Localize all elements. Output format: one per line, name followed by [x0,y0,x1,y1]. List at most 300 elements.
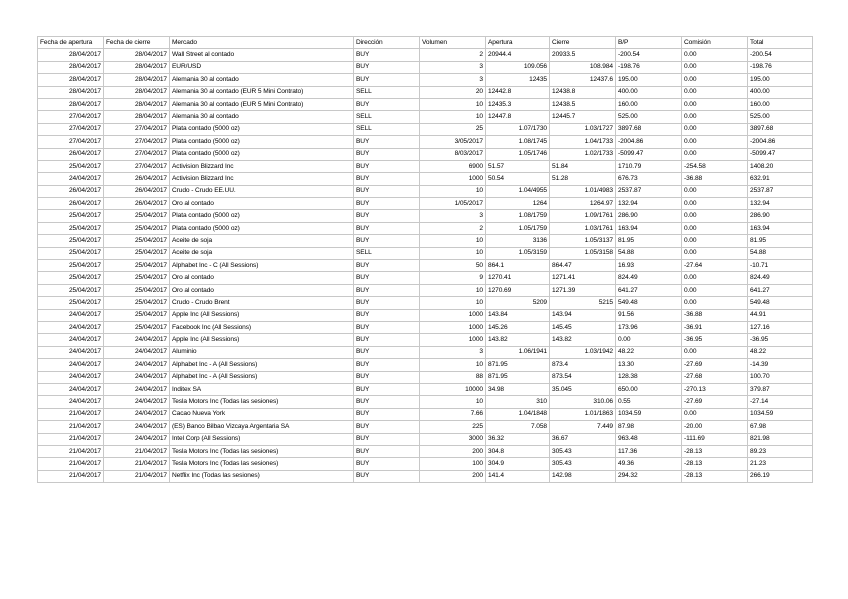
commission-cell: 0.00 [682,272,748,284]
volume-cell: 1000 [420,173,486,185]
table-row [38,359,813,371]
open-date-cell: 25/04/2017 [38,222,104,234]
table-row [38,445,813,457]
direction-cell: BUY [354,284,420,296]
total-cell: 525.00 [748,111,813,123]
direction-cell: BUY [354,272,420,284]
table-row [38,346,813,358]
open-date-cell: 24/04/2017 [38,309,104,321]
direction-cell: BUY [354,470,420,482]
close-price-cell: 12445.7 [550,111,616,123]
table-row [38,222,813,234]
close-price-cell: 51.28 [550,173,616,185]
close-date-cell: 24/04/2017 [104,383,170,395]
close-price-cell: 20933.5 [550,49,616,61]
commission-cell: 0.00 [682,346,748,358]
open-price-cell: 1264 [486,198,550,210]
total-cell: -5099.47 [748,148,813,160]
volume-cell: 10 [420,359,486,371]
direction-cell: BUY [354,260,420,272]
commission-cell: -254.58 [682,160,748,172]
volume-cell: 1000 [420,321,486,333]
market-cell: Aluminio [170,346,354,358]
commission-cell: 0.00 [682,74,748,86]
commission-cell: 0.00 [682,210,748,222]
close-date-cell: 21/04/2017 [104,458,170,470]
direction-cell: BUY [354,222,420,234]
total-cell: -14.39 [748,359,813,371]
total-cell: -10.71 [748,260,813,272]
table-body [38,49,813,483]
open-date-cell: 25/04/2017 [38,247,104,259]
market-cell: Inditex SA [170,383,354,395]
volume-cell: 10 [420,247,486,259]
market-cell: Plata contado (5000 oz) [170,136,354,148]
column-header: Volumen [420,37,486,49]
close-price-cell: 1.03/1942 [550,346,616,358]
close-price-cell: 12437.6 [550,74,616,86]
open-date-cell: 25/04/2017 [38,260,104,272]
open-date-cell: 25/04/2017 [38,235,104,247]
close-price-cell: 12438.5 [550,98,616,110]
profit-loss-cell: -200.54 [616,49,682,61]
profit-loss-cell: 16.93 [616,260,682,272]
close-price-cell: 1.01/4983 [550,185,616,197]
profit-loss-cell: 641.27 [616,284,682,296]
market-cell: Alphabet Inc - C (All Sessions) [170,260,354,272]
profit-loss-cell: 0.00 [616,334,682,346]
volume-cell: 25 [420,123,486,135]
close-date-cell: 24/04/2017 [104,396,170,408]
open-date-cell: 25/04/2017 [38,160,104,172]
open-date-cell: 28/04/2017 [38,49,104,61]
table-row [38,396,813,408]
close-date-cell: 21/04/2017 [104,470,170,482]
volume-cell: 10 [420,284,486,296]
open-date-cell: 21/04/2017 [38,421,104,433]
close-date-cell: 25/04/2017 [104,321,170,333]
profit-loss-cell: 963.48 [616,433,682,445]
close-date-cell: 28/04/2017 [104,111,170,123]
total-cell: 641.27 [748,284,813,296]
open-date-cell: 24/04/2017 [38,334,104,346]
open-date-cell: 25/04/2017 [38,297,104,309]
close-price-cell: 108.984 [550,61,616,73]
profit-loss-cell: 117.36 [616,445,682,457]
total-cell: 1034.59 [748,408,813,420]
table-row [38,61,813,73]
close-date-cell: 28/04/2017 [104,86,170,98]
table-row [38,371,813,383]
direction-cell: SELL [354,123,420,135]
profit-loss-cell: 173.96 [616,321,682,333]
open-price-cell: 12435 [486,74,550,86]
table-row [38,421,813,433]
close-date-cell: 28/04/2017 [104,74,170,86]
direction-cell: BUY [354,371,420,383]
commission-cell: 0.00 [682,123,748,135]
profit-loss-cell: 48.22 [616,346,682,358]
profit-loss-cell: 195.00 [616,74,682,86]
table-row [38,408,813,420]
commission-cell: -27.69 [682,396,748,408]
volume-cell: 6900 [420,160,486,172]
commission-cell: -36.95 [682,334,748,346]
open-date-cell: 21/04/2017 [38,445,104,457]
open-price-cell: 310 [486,396,550,408]
open-date-cell: 28/04/2017 [38,74,104,86]
open-price-cell: 1.04/4955 [486,185,550,197]
total-cell: 44.91 [748,309,813,321]
commission-cell: 0.00 [682,86,748,98]
commission-cell: 0.00 [682,136,748,148]
commission-cell: -36.91 [682,321,748,333]
total-cell: 48.22 [748,346,813,358]
market-cell: EUR/USD [170,61,354,73]
table-row [38,433,813,445]
direction-cell: BUY [354,334,420,346]
column-header: Comisión [682,37,748,49]
commission-cell: 0.00 [682,198,748,210]
commission-cell: 0.00 [682,185,748,197]
volume-cell: 10 [420,235,486,247]
market-cell: Alemania 30 al contado (EUR 5 Mini Contrato) [170,86,354,98]
profit-loss-cell: 525.00 [616,111,682,123]
commission-cell: -28.13 [682,445,748,457]
profit-loss-cell: 1710.79 [616,160,682,172]
table-row [38,272,813,284]
close-price-cell: 5215 [550,297,616,309]
profit-loss-cell: -5099.47 [616,148,682,160]
column-header: Mercado [170,37,354,49]
profit-loss-cell: 132.94 [616,198,682,210]
market-cell: Tesla Motors Inc (Todas las sesiones) [170,396,354,408]
close-price-cell: 1.09/1761 [550,210,616,222]
open-date-cell: 24/04/2017 [38,321,104,333]
profit-loss-cell: 54.88 [616,247,682,259]
open-price-cell: 12435.3 [486,98,550,110]
close-date-cell: 21/04/2017 [104,445,170,457]
table-row [38,49,813,61]
total-cell: 21.23 [748,458,813,470]
market-cell: Tesla Motors Inc (Todas las sesiones) [170,445,354,457]
total-cell: 67.98 [748,421,813,433]
volume-cell: 200 [420,445,486,457]
profit-loss-cell: 91.56 [616,309,682,321]
direction-cell: BUY [354,210,420,222]
direction-cell: BUY [354,185,420,197]
open-date-cell: 25/04/2017 [38,210,104,222]
total-cell: 632.91 [748,173,813,185]
volume-cell: 3/05/2017 [420,136,486,148]
direction-cell: BUY [354,160,420,172]
close-price-cell: 1.02/1733 [550,148,616,160]
commission-cell: -270.13 [682,383,748,395]
close-date-cell: 25/04/2017 [104,284,170,296]
volume-cell: 3 [420,346,486,358]
close-price-cell: 51.84 [550,160,616,172]
commission-cell: 0.00 [682,297,748,309]
total-cell: -27.14 [748,396,813,408]
direction-cell: BUY [354,49,420,61]
volume-cell: 3 [420,210,486,222]
close-date-cell: 25/04/2017 [104,247,170,259]
commission-cell: 0.00 [682,49,748,61]
commission-cell: -111.69 [682,433,748,445]
market-cell: Plata contado (5000 oz) [170,222,354,234]
volume-cell: 100 [420,458,486,470]
open-price-cell: 871.95 [486,371,550,383]
close-date-cell: 25/04/2017 [104,260,170,272]
close-price-cell: 1.05/3158 [550,247,616,259]
open-date-cell: 24/04/2017 [38,396,104,408]
open-price-cell: 109.056 [486,61,550,73]
direction-cell: BUY [354,309,420,321]
open-date-cell: 26/04/2017 [38,185,104,197]
open-date-cell: 27/04/2017 [38,123,104,135]
close-price-cell: 143.94 [550,309,616,321]
market-cell: (ES) Banco Bilbao Vizcaya Argentaria SA [170,421,354,433]
direction-cell: BUY [354,408,420,420]
profit-loss-cell: 549.48 [616,297,682,309]
commission-cell: 0.00 [682,408,748,420]
open-date-cell: 28/04/2017 [38,98,104,110]
open-price-cell: 1.04/1848 [486,408,550,420]
column-header: Total [748,37,813,49]
close-price-cell: 1.05/3137 [550,235,616,247]
total-cell: 3897.68 [748,123,813,135]
direction-cell: BUY [354,383,420,395]
volume-cell: 8/03/2017 [420,148,486,160]
profit-loss-cell: 676.73 [616,173,682,185]
total-cell: -200.54 [748,49,813,61]
market-cell: Oro al contado [170,272,354,284]
profit-loss-cell: 13.30 [616,359,682,371]
close-date-cell: 26/04/2017 [104,198,170,210]
open-date-cell: 21/04/2017 [38,458,104,470]
close-price-cell: 1271.39 [550,284,616,296]
open-date-cell: 26/04/2017 [38,198,104,210]
table-row [38,74,813,86]
table-row [38,284,813,296]
commission-cell: 0.00 [682,222,748,234]
total-cell: 100.70 [748,371,813,383]
direction-cell: BUY [354,421,420,433]
volume-cell: 9 [420,272,486,284]
commission-cell: 0.00 [682,61,748,73]
close-price-cell: 7.449 [550,421,616,433]
market-cell: Facebook Inc (All Sessions) [170,321,354,333]
profit-loss-cell: -2004.86 [616,136,682,148]
open-price-cell: 50.54 [486,173,550,185]
total-cell: 163.94 [748,222,813,234]
open-date-cell: 24/04/2017 [38,173,104,185]
open-date-cell: 21/04/2017 [38,408,104,420]
profit-loss-cell: 0.55 [616,396,682,408]
open-price-cell: 864.1 [486,260,550,272]
direction-cell: BUY [354,433,420,445]
open-date-cell: 27/04/2017 [38,136,104,148]
close-price-cell: 142.98 [550,470,616,482]
open-date-cell: 24/04/2017 [38,346,104,358]
close-date-cell: 25/04/2017 [104,235,170,247]
table-row [38,160,813,172]
table-row [38,86,813,98]
commission-cell: 0.00 [682,247,748,259]
open-price-cell: 12442.8 [486,86,550,98]
direction-cell: BUY [354,61,420,73]
close-price-cell: 864.47 [550,260,616,272]
direction-cell: BUY [354,396,420,408]
total-cell: 89.23 [748,445,813,457]
market-cell: Plata contado (5000 oz) [170,123,354,135]
table-row [38,111,813,123]
table-row [38,458,813,470]
table-row [38,210,813,222]
open-price-cell: 145.26 [486,321,550,333]
market-cell: Plata contado (5000 oz) [170,148,354,160]
market-cell: Wall Street al contado [170,49,354,61]
direction-cell: SELL [354,86,420,98]
open-price-cell: 5209 [486,297,550,309]
profit-loss-cell: 824.49 [616,272,682,284]
close-date-cell: 24/04/2017 [104,408,170,420]
table-header [38,37,813,49]
close-date-cell: 26/04/2017 [104,173,170,185]
direction-cell: BUY [354,321,420,333]
total-cell: 266.19 [748,470,813,482]
market-cell: Activision Blizzard Inc [170,173,354,185]
volume-cell: 10 [420,111,486,123]
table-row [38,198,813,210]
trades-table [37,36,813,483]
open-price-cell: 141.4 [486,470,550,482]
volume-cell: 2 [420,222,486,234]
close-price-cell: 873.54 [550,371,616,383]
total-cell: 379.87 [748,383,813,395]
commission-cell: -20.00 [682,421,748,433]
table-row [38,383,813,395]
total-cell: 1408.20 [748,160,813,172]
table-row [38,235,813,247]
volume-cell: 50 [420,260,486,272]
total-cell: -36.95 [748,334,813,346]
close-date-cell: 27/04/2017 [104,148,170,160]
profit-loss-cell: 2537.87 [616,185,682,197]
market-cell: Alphabet Inc - A (All Sessions) [170,371,354,383]
column-header: Fecha de apertura [38,37,104,49]
direction-cell: SELL [354,111,420,123]
close-date-cell: 25/04/2017 [104,272,170,284]
column-header: Dirección [354,37,420,49]
table-row [38,309,813,321]
direction-cell: BUY [354,136,420,148]
profit-loss-cell: 87.98 [616,421,682,433]
total-cell: 2537.87 [748,185,813,197]
open-price-cell: 1.05/1759 [486,222,550,234]
volume-cell: 3000 [420,433,486,445]
close-date-cell: 24/04/2017 [104,346,170,358]
volume-cell: 1000 [420,309,486,321]
market-cell: Alemania 30 al contado [170,74,354,86]
profit-loss-cell: -198.76 [616,61,682,73]
profit-loss-cell: 286.90 [616,210,682,222]
table-row [38,321,813,333]
close-price-cell: 1.04/1733 [550,136,616,148]
commission-cell: -27.69 [682,359,748,371]
volume-cell: 10 [420,396,486,408]
close-date-cell: 28/04/2017 [104,98,170,110]
market-cell: Alemania 30 al contado [170,111,354,123]
close-date-cell: 24/04/2017 [104,421,170,433]
close-date-cell: 24/04/2017 [104,334,170,346]
table-row [38,123,813,135]
open-price-cell: 1.05/1746 [486,148,550,160]
commission-cell: -28.13 [682,458,748,470]
volume-cell: 10 [420,185,486,197]
volume-cell: 1000 [420,334,486,346]
open-price-cell: 7.058 [486,421,550,433]
close-date-cell: 28/04/2017 [104,49,170,61]
volume-cell: 3 [420,74,486,86]
table-row [38,136,813,148]
open-price-cell: 1270.41 [486,272,550,284]
open-price-cell: 1.05/3159 [486,247,550,259]
profit-loss-cell: 294.32 [616,470,682,482]
open-date-cell: 28/04/2017 [38,86,104,98]
volume-cell: 225 [420,421,486,433]
direction-cell: BUY [354,359,420,371]
open-price-cell: 1.06/1941 [486,346,550,358]
direction-cell: BUY [354,346,420,358]
table-row [38,470,813,482]
market-cell: Alemania 30 al contado (EUR 5 Mini Contrato) [170,98,354,110]
volume-cell: 10000 [420,383,486,395]
total-cell: 160.00 [748,98,813,110]
open-date-cell: 21/04/2017 [38,470,104,482]
column-header: B/P [616,37,682,49]
direction-cell: SELL [354,247,420,259]
total-cell: 821.98 [748,433,813,445]
commission-cell: 0.00 [682,284,748,296]
header-row [38,37,813,49]
profit-loss-cell: 160.00 [616,98,682,110]
close-date-cell: 25/04/2017 [104,297,170,309]
total-cell: -2004.86 [748,136,813,148]
market-cell: Tesla Motors Inc (Todas las sesiones) [170,458,354,470]
commission-cell: 0.00 [682,111,748,123]
open-date-cell: 26/04/2017 [38,148,104,160]
close-price-cell: 36.67 [550,433,616,445]
table-row [38,247,813,259]
total-cell: 195.00 [748,74,813,86]
profit-loss-cell: 650.00 [616,383,682,395]
open-price-cell: 3136 [486,235,550,247]
column-header: Apertura [486,37,550,49]
market-cell: Oro al contado [170,198,354,210]
close-price-cell: 1264.97 [550,198,616,210]
open-price-cell: 51.57 [486,160,550,172]
profit-loss-cell: 128.38 [616,371,682,383]
close-date-cell: 24/04/2017 [104,371,170,383]
open-price-cell: 304.8 [486,445,550,457]
commission-cell: 0.00 [682,148,748,160]
total-cell: 824.49 [748,272,813,284]
direction-cell: BUY [354,198,420,210]
table-row [38,98,813,110]
close-date-cell: 25/04/2017 [104,210,170,222]
market-cell: Activision Blizzard Inc [170,160,354,172]
